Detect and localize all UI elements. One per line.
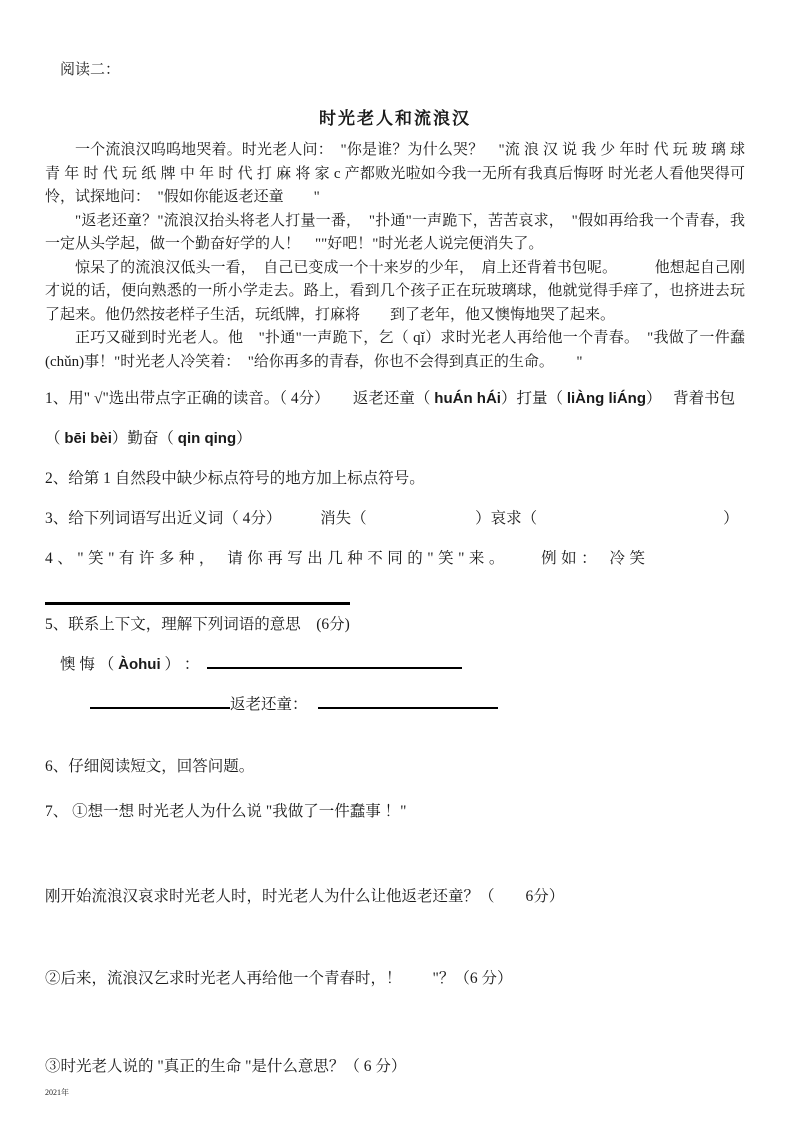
question-3: 3、给下列词语写出近义词（ 4分） 消失（ ）哀求（ ） — [45, 510, 739, 527]
word-aohui: 懊 悔 （ — [60, 656, 119, 673]
pinyin-qin-qing: qin qing — [177, 430, 237, 447]
page-title: 时光老人和流浪汉 — [319, 109, 471, 128]
question-1-text: ）勤奋（ — [111, 430, 178, 447]
pinyin-aohui: Àohui — [118, 656, 161, 673]
question-5: 5、联系上下文，理解下列词语的意思 (6分) — [45, 616, 350, 633]
story-paragraph-2: "返老还童？"流浪汉抬头将老人打量一番， "扑通"一声跪下，苦苦哀求， "假如再给我一个青春，我一定从头学起，做一个勤奋好学的人！ ""好吧！"时光老人说完便消失了。 — [45, 212, 745, 252]
question-4: 4、"笑"有许多种， 请你再写出几种不同的"笑"来。 例如： 冷笑 — [45, 550, 650, 567]
question-7-sub-2: ②后来，流浪汉乞求时光老人再给他一个青春时，！ "？（6 分） — [45, 970, 513, 987]
answer-line-q4 — [45, 579, 350, 605]
question-5-word-1 — [60, 645, 745, 685]
question-7-sub-3: ③时光老人说的 "真正的生命 "是什么意思？（ 6 分） — [45, 1058, 407, 1075]
pinyin-bei-bei: bēi bèi — [64, 430, 112, 447]
questions-section — [45, 379, 745, 1087]
story-paragraph-3: 惊呆了的流浪汉低头一看， 自己已变成一个十来岁的少年， 肩上还背着书包呢。 他想起自己刚才说的话，便向熟悉的一所小学走去。路上，看到几个孩子正在玩玻璃球，他就觉得手痒了，也挤进去玩了起来。他仍然按老样子生活，玩纸牌，打麻将 到了老年，他又懊悔地哭了起来。 — [45, 259, 745, 323]
pinyin-liang-liang: liÀng liÁng — [566, 390, 646, 407]
word-aohui-colon: ） ： — [160, 656, 208, 673]
question-1-text: 1、用" √"选出带点字正确的读音。（ 4分） 返老还童（ — [45, 390, 435, 407]
question-2: 2、给第 1 自然段中缺少标点符号的地方加上标点符号。 — [45, 470, 425, 487]
question-5-word-2 — [45, 685, 745, 725]
question-7: 7、 ①想一想 时光老人为什么说 "我做了一件蠢事 ！" — [45, 803, 407, 820]
question-1-text: ）打量（ — [500, 390, 567, 407]
answer-blank-left — [90, 691, 230, 709]
question-7-sub-1: 刚开始流浪汉哀求时光老人时，时光老人为什么让他返老还童？（ 6分） — [45, 888, 565, 905]
story-paragraph-4: 正巧又碰到时光老人。他 "扑通"一声跪下，乞（ qǐ）求时光老人再给他一个青春。 "我做了一件蠢(chǔn)事！"时光老人冷笑着： "给你再多的青春，你也不会得到真正的生命。 " — [45, 330, 745, 370]
answer-blank-fanlaohuantong — [318, 691, 498, 709]
pinyin-huan-hai: huÁn hÁi — [434, 390, 501, 407]
answer-blank-aohui — [207, 651, 462, 669]
story-paragraph-1: 一个流浪汉呜呜地哭着。时光老人问： "你是谁？为什么哭？ "流 浪 汉 说 我 少 年时 代 玩 玻 璃 球 青 年 时 代 玩 纸 牌 中 年 时 代 打 麻 将 家 c 产都败光啦如今我一无所有我真后悔呀 时光老人看他哭得可怜，试探地问： "假如你能返老还童 " — [45, 142, 745, 205]
question-1-text: ） 背着书包（ — [45, 390, 736, 447]
footer-year: 2021年 — [45, 1088, 69, 1097]
word-fanlaohuantong: 返老还童： — [230, 696, 308, 713]
question-1 — [45, 379, 745, 459]
section-label: 阅读二： — [60, 62, 121, 78]
question-1-text: ） — [236, 430, 252, 447]
question-6: 6、仔细阅读短文，回答问题。 — [45, 758, 255, 775]
